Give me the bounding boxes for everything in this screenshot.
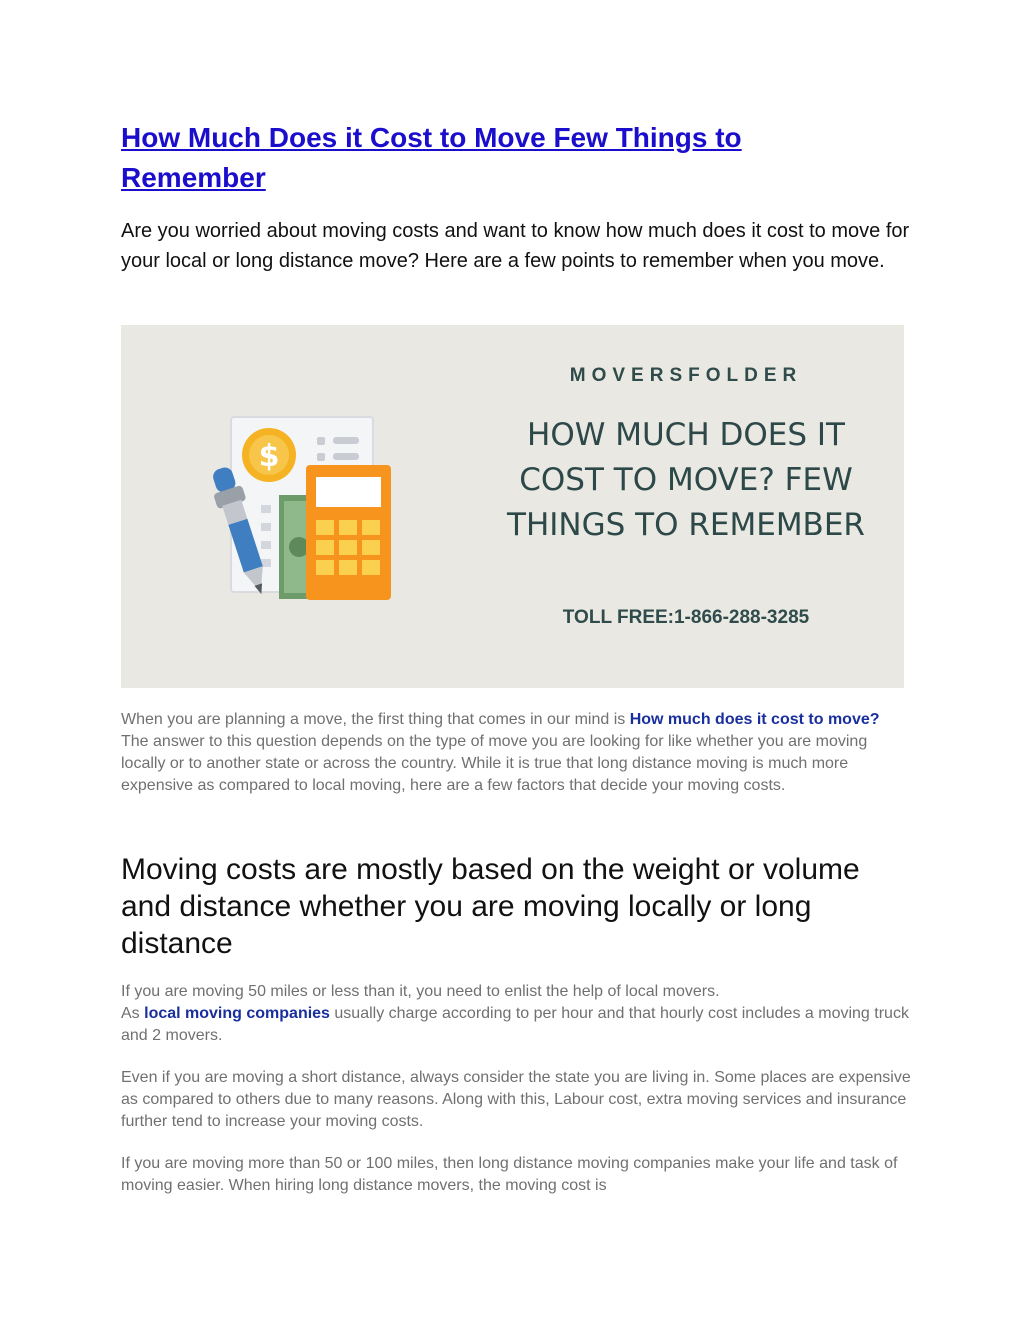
- paragraph-text: If you are moving 50 miles or less than it, you need to enlist the help of local movers.: [121, 983, 720, 1000]
- paragraph-long-distance: If you are moving more than 50 or 100 miles, then long distance moving companies make your life and task of moving easier. When hiring long distance movers, the moving cost is: [121, 1155, 898, 1194]
- calculator-icon: [306, 465, 391, 600]
- banner-image: [121, 325, 904, 688]
- paragraph-state-costs: Even if you are moving a short distance, always consider the state you are living in. Some places are expensive as compared to others due to many reasons. Along with this, Labour cost, extra moving services and insurance further tend to increase your moving costs.: [121, 1069, 911, 1130]
- cost-to-move-link[interactable]: How much does it cost to move: [629, 711, 870, 728]
- paragraph-local-movers: [121, 981, 911, 1047]
- section-heading: Moving costs are mostly based on the weight or volume and distance whether you are moving locally or long distance: [121, 853, 860, 960]
- intro-paragraph: Are you worried about moving costs and want to know how much does it cost to move for your local or long distance move? Here are a few points to remember when you move.: [121, 220, 910, 272]
- svg-text:$: $: [258, 439, 280, 474]
- paragraph-text: The answer to this question depends on the type of move you are looking for like whether you are moving locally or to another state or across the country. While it is true that long distance moving is much more expensive as compared to local moving, here are a few factors that decide your moving costs.: [121, 733, 868, 794]
- question-mark: ?: [869, 711, 880, 728]
- brand-name: MOVERSFOLDER: [569, 365, 803, 386]
- paragraph-text: As: [121, 1005, 145, 1022]
- toll-free-number: TOLL FREE:1-866-288-3285: [562, 607, 810, 628]
- dollar-coin-icon: [242, 428, 296, 482]
- local-moving-companies-link[interactable]: local moving companies: [144, 1005, 330, 1022]
- banner-headline: HOW MUCH DOES IT COST TO MOVE? FEW THINGS TO REMEMBER: [507, 417, 865, 543]
- paragraph-text: When you are planning a move, the first thing that comes in our mind is: [121, 711, 630, 728]
- article-title-link[interactable]: How Much Does it Cost to Move Few Things to Remember: [121, 122, 742, 193]
- paragraph-planning: [121, 709, 911, 797]
- paragraph-text: usually charge according to per hour and that hourly cost includes a moving truck and 2 movers.: [121, 1005, 909, 1044]
